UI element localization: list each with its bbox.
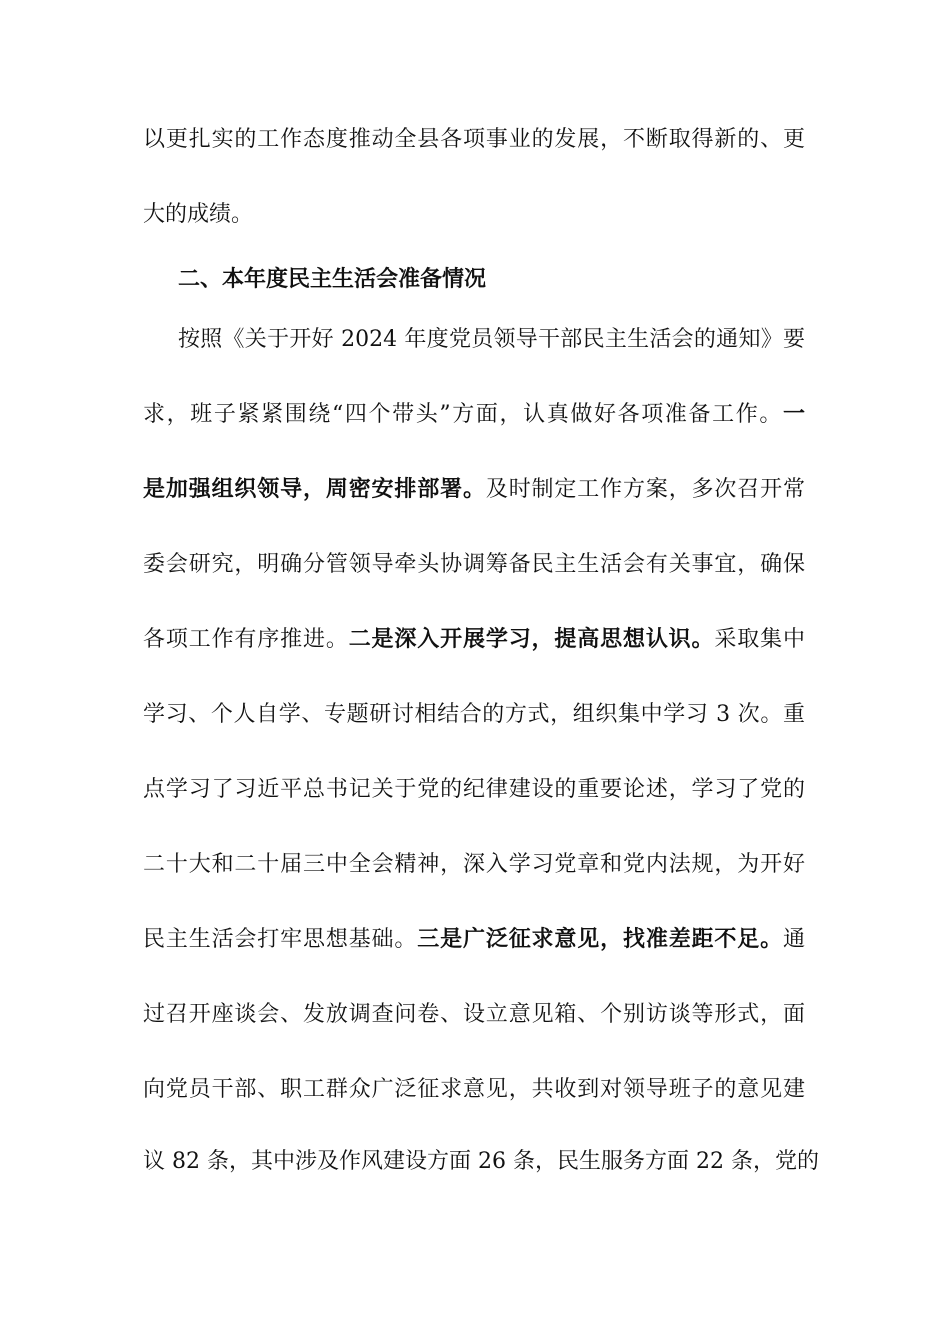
bold-text-segment: 二、本年度民主生活会准备情况: [178, 267, 487, 292]
text-segment: 求，班子紧紧围绕“四个带头”方面，认真做好各项准备工作。: [143, 402, 783, 427]
text-line: [143, 125, 805, 155]
text-segment: 采取集中: [714, 627, 805, 652]
text-line: [143, 1147, 819, 1177]
text-segment: 民主生活会打牢思想基础。: [143, 927, 418, 952]
text-line: [143, 1075, 805, 1105]
bold-text-segment: 二是深入开展学习，提高思想认识。: [348, 627, 715, 652]
text-line: [143, 200, 805, 230]
bold-text-segment: 一: [782, 402, 805, 427]
text-segment: 通: [782, 927, 805, 952]
bold-text-segment: 三是广泛征求意见，找准差距不足。: [417, 927, 783, 952]
bold-text-segment: 是加强组织领导，周密安排部署。: [143, 477, 486, 502]
text-segment: 各项工作有序推进。: [143, 627, 349, 652]
text-line: [143, 850, 805, 880]
text-line: [143, 700, 805, 730]
text-line: [178, 325, 805, 355]
text-line: [143, 925, 805, 955]
section-heading: [178, 265, 805, 295]
text-segment: 议 82 条，其中涉及作风建设方面 26 条，民生服务方面 22 条，党的: [143, 1149, 819, 1174]
text-segment: 二十大和二十届三中全会精神，深入学习党章和党内法规，为开好: [143, 852, 805, 877]
text-line: [143, 550, 805, 580]
text-segment: 及时制定工作方案，多次召开常: [485, 477, 805, 502]
text-segment: 学习、个人自学、专题研讨相结合的方式，组织集中学习 3 次。重: [143, 702, 805, 727]
text-segment: 向党员干部、职工群众广泛征求意见，共收到对领导班子的意见建: [143, 1077, 805, 1102]
text-line: [143, 775, 805, 805]
text-line: [143, 1000, 805, 1030]
text-line: [143, 625, 805, 655]
text-segment: 过召开座谈会、发放调查问卷、设立意见箱、个别访谈等形式，面: [143, 1002, 805, 1027]
text-line: [143, 475, 805, 505]
text-line: [143, 400, 805, 430]
text-segment: 按照《关于开好 2024 年度党员领导干部民主生活会的通知》要: [178, 327, 805, 352]
text-segment: 委会研究，明确分管领导牵头协调筹备民主生活会有关事宜，确保: [143, 552, 805, 577]
text-segment: 以更扎实的工作态度推动全县各项事业的发展，不断取得新的、更: [143, 127, 805, 152]
text-segment: 大的成绩。: [143, 202, 254, 227]
text-segment: 点学习了习近平总书记关于党的纪律建设的重要论述，学习了党的: [143, 777, 805, 802]
